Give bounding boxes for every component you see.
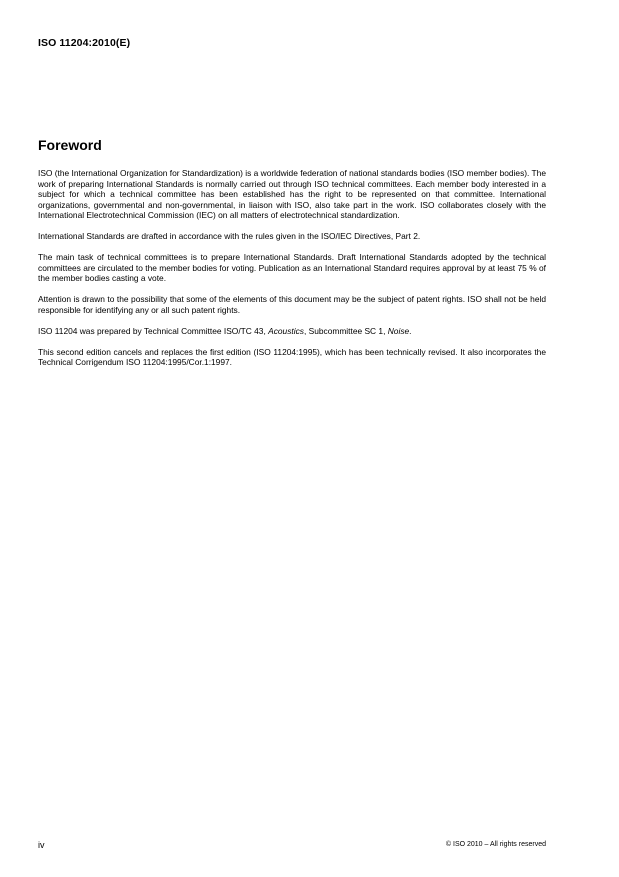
foreword-title: Foreword [38, 137, 102, 153]
committee-name: Acoustics [268, 325, 304, 336]
page-number: iv [38, 840, 45, 850]
document-id: ISO 11204:2010(E) [38, 37, 131, 49]
copyright-notice: © ISO 2010 – All rights reserved [445, 841, 546, 848]
foreword-body [38, 168, 546, 378]
subcommittee-name: Noise [387, 325, 410, 336]
paragraph-drafting-rules: International Standards are drafted in accordance with the rules given in the ISO/IEC Directives, Part 2. [38, 231, 421, 241]
paragraph-preparation [38, 326, 546, 337]
paragraph-edition-note: This second edition cancels and replaces the first edition (ISO 11204:1995), which has been technically revised. It also incorporates the Technical Corrigendum ISO 11204:1995/Cor.1:1997. [38, 346, 546, 367]
paragraph-iso-intro: ISO (the International Organization for Standardization) is a worldwide federation of national standards bodies (ISO member bodies). The work of preparing International Standards is normally carried out through ISO technical committees. Each member body interested in a subject for which a technical committee has been established has the right to be represented on that committee. International organizations, governmental and non-governmental, in liaison with ISO, also take part in the work. ISO collaborates closely with the International Electrotechnical Commission (IEC) on all matters of electrotechnical standardization. [38, 168, 546, 220]
paragraph-patent-rights: Attention is drawn to the possibility that some of the elements of this document may be the subject of patent rights. ISO shall not be held responsible for identifying any or all such patent rights. [38, 294, 546, 315]
paragraph-committee-task: The main task of technical committees is to prepare International Standards. Draft International Standards adopted by the technical committees are circulated to the member bodies for voting. Publication as an International Standard requires approval by at least 75 % of the member bodies casting a vote. [38, 252, 546, 283]
preparation-text-end: . [409, 325, 412, 336]
preparation-text-middle: , Subcommittee SC 1, [303, 325, 388, 336]
preparation-text-start: ISO 11204 was prepared by Technical Committee ISO/TC 43, [38, 325, 269, 336]
